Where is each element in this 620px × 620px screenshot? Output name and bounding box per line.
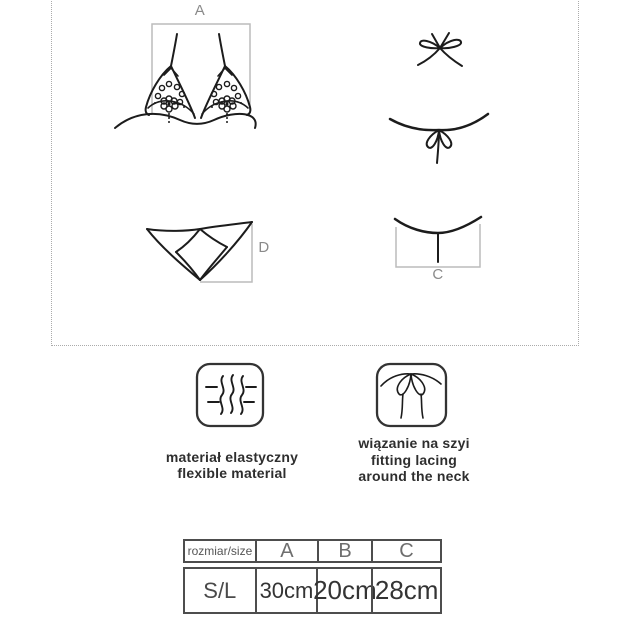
caption-line: flexible material [177, 464, 287, 481]
size-cell-size: S/L [203, 577, 237, 603]
size-cell-a: 30cm [255, 569, 317, 612]
elastic-material-icon [194, 361, 266, 429]
size-table-row [183, 567, 442, 614]
feature-caption-lacing [304, 435, 524, 485]
caption-line: materiał elastyczny [165, 449, 299, 465]
bra-front-drawing [106, 8, 276, 138]
neck-lacing-icon [374, 361, 448, 429]
size-table-header-c: C [371, 541, 440, 561]
panty-front-drawing [142, 216, 264, 288]
size-table [183, 539, 442, 614]
back-band-bow-drawing [386, 109, 492, 169]
neck-tie-bow-drawing [408, 26, 474, 74]
measure-label-a: A [194, 2, 206, 19]
size-cell-c: 28cm [371, 569, 440, 612]
measure-label-c: C [432, 266, 444, 283]
caption-line: around the neck [358, 468, 470, 484]
size-table-header-row [183, 539, 442, 563]
panty-back-drawing [391, 213, 485, 273]
caption-line: fitting lacing [370, 451, 457, 468]
caption-line: wiązanie na szyi [358, 435, 470, 451]
size-cell-b: 20cm [316, 569, 371, 612]
measure-label-d: D [258, 239, 270, 256]
size-table-header-size: rozmiar/size [187, 544, 253, 558]
size-table-header-a: A [255, 541, 317, 561]
size-table-header-b: B [317, 541, 371, 561]
